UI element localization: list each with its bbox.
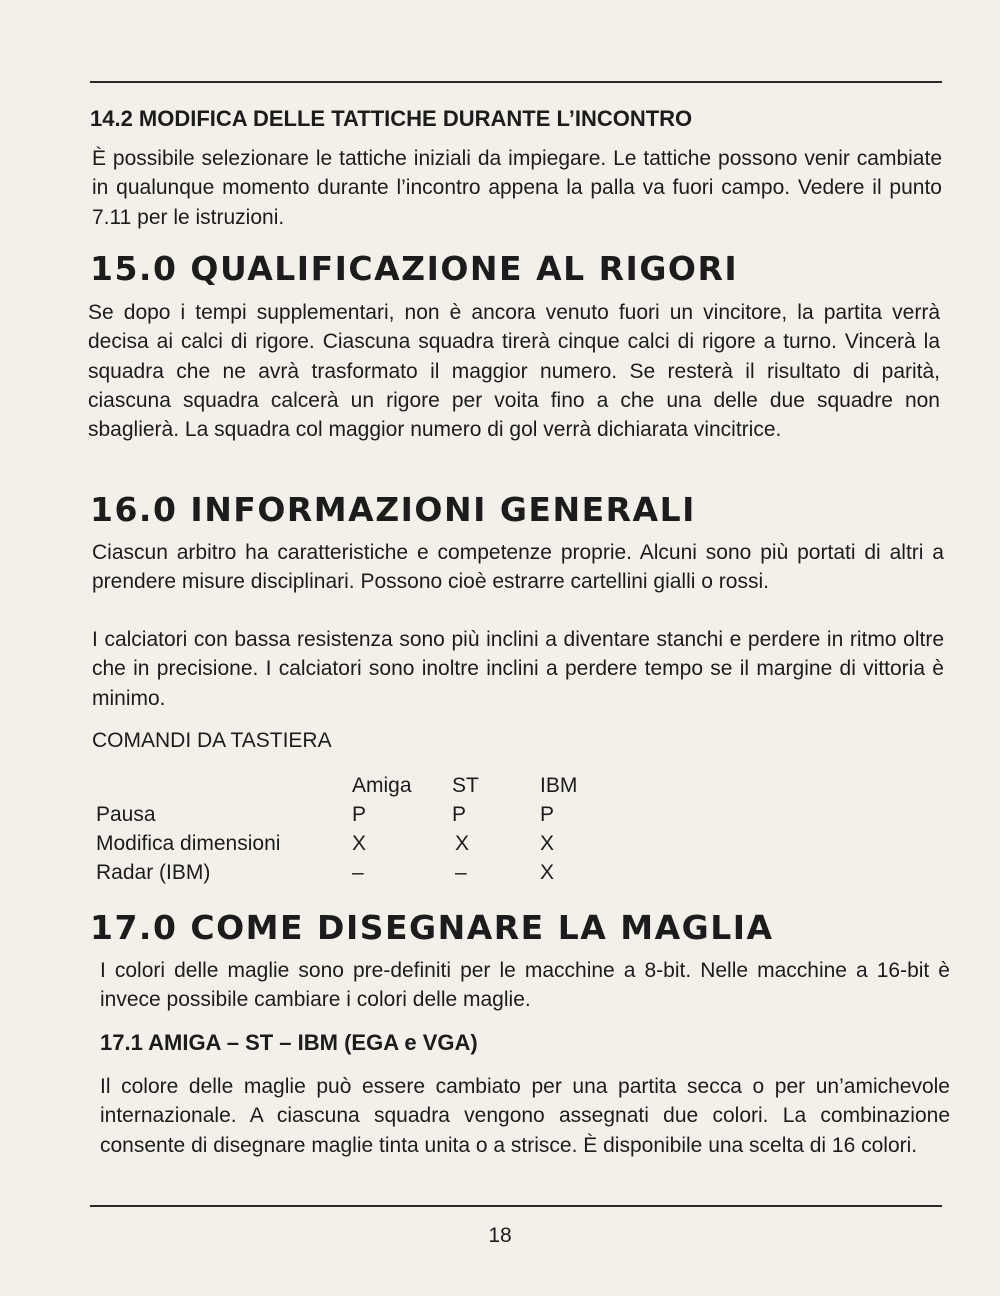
keyboard-commands-title: COMANDI DA TASTIERA xyxy=(92,729,332,752)
paragraph-14-2: È possibile selezionare le tattiche iniziali da impiegare. Le tattiche possono venir cambiate in qualunque momento durante l’incontro appena la palla va fuori campo. Vedere il punto 7.11 per le istruzioni. xyxy=(92,147,942,229)
column-header-st: ST xyxy=(452,774,479,797)
heading-14-2: 14.2 MODIFICA DELLE TATTICHE DURANTE L’INCONTRO xyxy=(90,106,693,131)
heading-15: 15.0 QUALIFICAZIONE AL RIGORI xyxy=(90,249,739,288)
paragraph-16-referees: Ciascun arbitro ha caratteristiche e competenze proprie. Alcuni sono più portati di altri a prendere misure disciplinari. Possono cioè estrarre cartellini gialli o rossi. xyxy=(92,541,944,594)
heading-16: 16.0 INFORMAZIONI GENERALI xyxy=(90,490,696,529)
row-label-modifica-dimensioni: Modifica dimensioni xyxy=(96,832,281,855)
column-header-ibm: IBM xyxy=(540,774,578,797)
paragraph-15: Se dopo i tempi supplementari, non è ancora venuto fuori un vincitore, la partita verrà decisa ai calci di rigore. Ciascuna squadra tirerà cinque calci di rigore a turno. Vincerà la squadra che ne avrà trasformato il maggior numero. Se resterà il risultato di parità, ciascuna squadra calcerà un rigore per voita fino a che una delle due squadre non sbaglierà. La squadra col maggior numero di gol verrà dichiarata vincitrice. xyxy=(88,301,940,442)
row-label-pausa: Pausa xyxy=(96,803,156,826)
cell-radar-amiga: – xyxy=(352,861,364,884)
bottom-rule xyxy=(90,1205,942,1207)
row-label-radar-ibm: Radar (IBM) xyxy=(96,861,211,884)
top-rule xyxy=(90,81,942,83)
heading-17: 17.0 COME DISEGNARE LA MAGLIA xyxy=(90,908,774,947)
paragraph-17: I colori delle maglie sono pre-definiti per le macchine a 8-bit. Nelle macchine a 16-bit è invece possibile cambiare i colori delle maglie. xyxy=(100,959,950,1012)
cell-modifica-st: X xyxy=(455,832,470,855)
page-number: 18 xyxy=(488,1224,512,1247)
column-header-amiga: Amiga xyxy=(352,774,412,797)
cell-radar-ibm: X xyxy=(540,861,555,884)
cell-pausa-ibm: P xyxy=(540,803,555,826)
paragraph-16-players: I calciatori con bassa resistenza sono più inclini a diventare stanchi e perdere in ritmo oltre che in precisione. I calciatori sono inoltre inclini a perdere tempo se il margine di vittoria è minimo. xyxy=(92,628,944,710)
heading-17-1: 17.1 AMIGA – ST – IBM (EGA e VGA) xyxy=(100,1030,478,1055)
cell-pausa-st: P xyxy=(452,803,467,826)
paragraph-17-1: Il colore delle maglie può essere cambiato per una partita secca o per un’amichevole internazionale. A ciascuna squadra vengono assegnati due colori. La combinazione consente di disegnare maglie tinta unita o a strisce. È disponibile una scelta di 16 colori. xyxy=(100,1075,950,1157)
cell-modifica-ibm: X xyxy=(540,832,555,855)
cell-modifica-amiga: X xyxy=(352,832,367,855)
cell-radar-st: – xyxy=(455,861,467,884)
cell-pausa-amiga: P xyxy=(352,803,367,826)
